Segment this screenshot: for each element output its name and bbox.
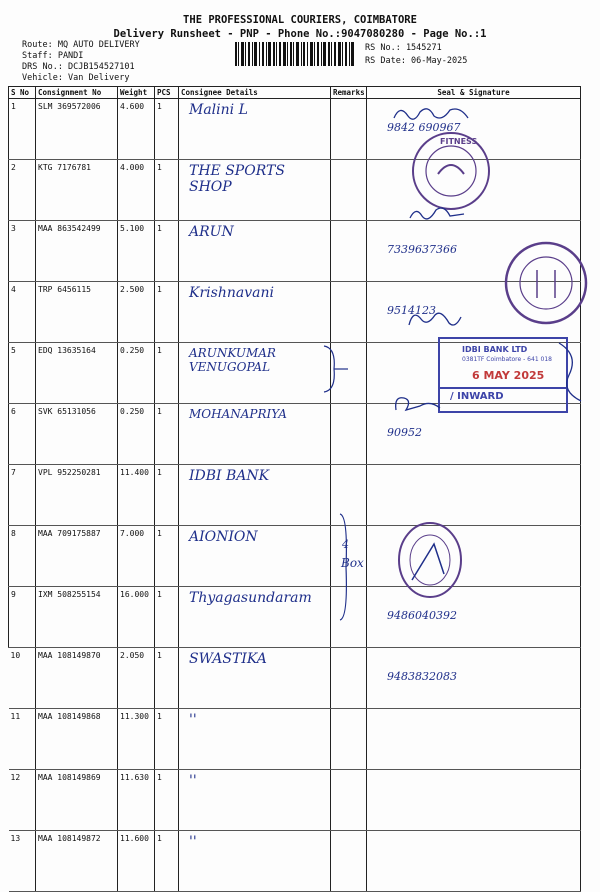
- drs-label: DRS No.: DCJB154527101: [22, 62, 135, 72]
- row-pcs: 1: [155, 343, 179, 404]
- row-weight: 2.050: [118, 648, 155, 709]
- barcode: [235, 42, 355, 66]
- runsheet-subtitle: Delivery Runsheet - PNP - Phone No.:9047080280 - Page No.:1: [113, 28, 487, 40]
- row-weight: 4.600: [118, 99, 155, 160]
- fitness-stamp-text: FITNESS: [440, 137, 478, 146]
- row-pcs: 1: [155, 160, 179, 221]
- row-weight: 5.100: [118, 221, 155, 282]
- table-row: [9, 282, 581, 343]
- table-header-row: [9, 87, 581, 99]
- row-sno: 12: [9, 770, 36, 831]
- table-row: [9, 831, 581, 892]
- row-weight: 2.500: [118, 282, 155, 343]
- row-consignment-no: VPL 952250281: [36, 465, 118, 526]
- row-sno: 1: [9, 99, 36, 160]
- row-signature: 9514123: [367, 282, 581, 343]
- row-weight: 16.000: [118, 587, 155, 648]
- table-row: [9, 648, 581, 709]
- row-pcs: 1: [155, 648, 179, 709]
- row-pcs: 1: [155, 831, 179, 892]
- row-pcs: 1: [155, 282, 179, 343]
- row-consignee: THE SPORTS SHOP: [179, 160, 331, 221]
- col-header-seal: Seal & Signature: [367, 87, 581, 99]
- row-consignee: Krishnavani: [179, 282, 331, 343]
- row-pcs: 1: [155, 587, 179, 648]
- row-remarks: [331, 831, 367, 892]
- row-sno: 9: [9, 587, 36, 648]
- row-signature: [367, 465, 581, 526]
- row-pcs: 1: [155, 770, 179, 831]
- remarks-box: Box: [341, 556, 364, 570]
- row-remarks: [331, 404, 367, 465]
- col-header-consignment: Consignment No: [36, 87, 118, 99]
- idbi-stamp-inward: / INWARD: [450, 391, 504, 402]
- col-header-consignee: Consignee Details: [179, 87, 331, 99]
- row-consignment-no: TRP 6456115: [36, 282, 118, 343]
- signature-tick-row7: [555, 335, 585, 405]
- col-header-weight: Weight: [118, 87, 155, 99]
- row-sno: 3: [9, 221, 36, 282]
- row-consignee: SWASTIKA: [179, 648, 331, 709]
- row-consignment-no: MAA 108149869: [36, 770, 118, 831]
- table-row: [9, 770, 581, 831]
- row-remarks: [331, 160, 367, 221]
- table-row: [9, 587, 581, 648]
- row-consignment-no: EDQ 13635164: [36, 343, 118, 404]
- row-weight: 0.250: [118, 404, 155, 465]
- col-header-remarks: Remarks: [331, 87, 367, 99]
- staff-label: Staff: PANDI: [22, 51, 84, 61]
- row-consignment-no: SVK 65131056: [36, 404, 118, 465]
- row-signature: 7339637366: [367, 221, 581, 282]
- row-consignment-no: MAA 108149870: [36, 648, 118, 709]
- runsheet-table: [8, 86, 581, 892]
- row-consignment-no: MAA 108149872: [36, 831, 118, 892]
- row-sno: 6: [9, 404, 36, 465]
- row-signature: [367, 770, 581, 831]
- row-consignee: Thyagasundaram: [179, 587, 331, 648]
- rs-no-label: RS No.: 1545271: [365, 43, 442, 53]
- row-consignee: MOHANAPRIYA: [179, 404, 331, 465]
- row-consignee: ARUNKUMAR VENUGOPAL: [179, 343, 331, 404]
- row-remarks: [331, 709, 367, 770]
- row-pcs: 1: [155, 221, 179, 282]
- row-consignment-no: MAA 108149868: [36, 709, 118, 770]
- company-title: THE PROFESSIONAL COURIERS, COIMBATORE: [183, 14, 417, 26]
- row-consignment-no: MAA 863542499: [36, 221, 118, 282]
- route-label: Route: MQ AUTO DELIVERY: [22, 40, 140, 50]
- col-header-sno: S No: [9, 87, 36, 99]
- vehicle-label: Vehicle: Van Delivery: [22, 73, 130, 83]
- signature-row8: [390, 390, 460, 418]
- row-remarks: [331, 282, 367, 343]
- row-remarks: [331, 648, 367, 709]
- row-signature: 9483832083: [367, 648, 581, 709]
- row-consignee: Malini L: [179, 99, 331, 160]
- row-sno: 2: [9, 160, 36, 221]
- table-row: [9, 709, 581, 770]
- idbi-stamp-line1: IDBI BANK LTD: [462, 345, 528, 354]
- row-consignee: ARUN: [179, 221, 331, 282]
- row-signature: 9842 690967: [367, 99, 581, 160]
- row-sno: 13: [9, 831, 36, 892]
- table-row: [9, 526, 581, 587]
- signature-row3: [408, 200, 468, 228]
- row-signature: 90952: [367, 404, 581, 465]
- row-weight: 0.250: [118, 343, 155, 404]
- row-consignee: '': [179, 831, 331, 892]
- row-weight: 11.300: [118, 709, 155, 770]
- idbi-stamp-date: 6 MAY 2025: [472, 369, 545, 382]
- idbi-stamp-line2: 0381TF Coimbatore - 641 018: [462, 356, 552, 363]
- row-sno: 4: [9, 282, 36, 343]
- remarks-four: 4: [342, 538, 349, 551]
- row-signature: [367, 709, 581, 770]
- row-consignee: AIONION: [179, 526, 331, 587]
- rs-date-label: RS Date: 06-May-2025: [365, 56, 468, 66]
- row-pcs: 1: [155, 465, 179, 526]
- row-signature: 9486040392: [367, 587, 581, 648]
- row-remarks: [331, 221, 367, 282]
- row-consignment-no: IXM 508255154: [36, 587, 118, 648]
- row-weight: 4.000: [118, 160, 155, 221]
- row-weight: 11.600: [118, 831, 155, 892]
- row-sno: 11: [9, 709, 36, 770]
- row-sno: 5: [9, 343, 36, 404]
- row-sno: 10: [9, 648, 36, 709]
- row-consignment-no: KTG 7176781: [36, 160, 118, 221]
- row-weight: 11.400: [118, 465, 155, 526]
- row-pcs: 1: [155, 709, 179, 770]
- row-weight: 7.000: [118, 526, 155, 587]
- row-pcs: 1: [155, 99, 179, 160]
- remarks-bracket: [320, 344, 350, 394]
- row-remarks: [331, 99, 367, 160]
- table-row: [9, 221, 581, 282]
- row-signature: [367, 831, 581, 892]
- row-consignee: '': [179, 770, 331, 831]
- insurance-stamp: [503, 240, 589, 326]
- row-pcs: 1: [155, 404, 179, 465]
- row-remarks: [331, 770, 367, 831]
- row-consignment-no: SLM 369572006: [36, 99, 118, 160]
- row-consignment-no: MAA 709175887: [36, 526, 118, 587]
- row-weight: 11.630: [118, 770, 155, 831]
- row-consignee: '': [179, 709, 331, 770]
- row-sno: 8: [9, 526, 36, 587]
- col-header-pcs: PCS: [155, 87, 179, 99]
- signature-row6: [405, 305, 465, 335]
- table-row: [9, 160, 581, 221]
- row-consignee: IDBI BANK: [179, 465, 331, 526]
- row-pcs: 1: [155, 526, 179, 587]
- swastika-stamp: [396, 520, 464, 600]
- signature-row1: [390, 100, 500, 130]
- table-row: [9, 465, 581, 526]
- row-sno: 7: [9, 465, 36, 526]
